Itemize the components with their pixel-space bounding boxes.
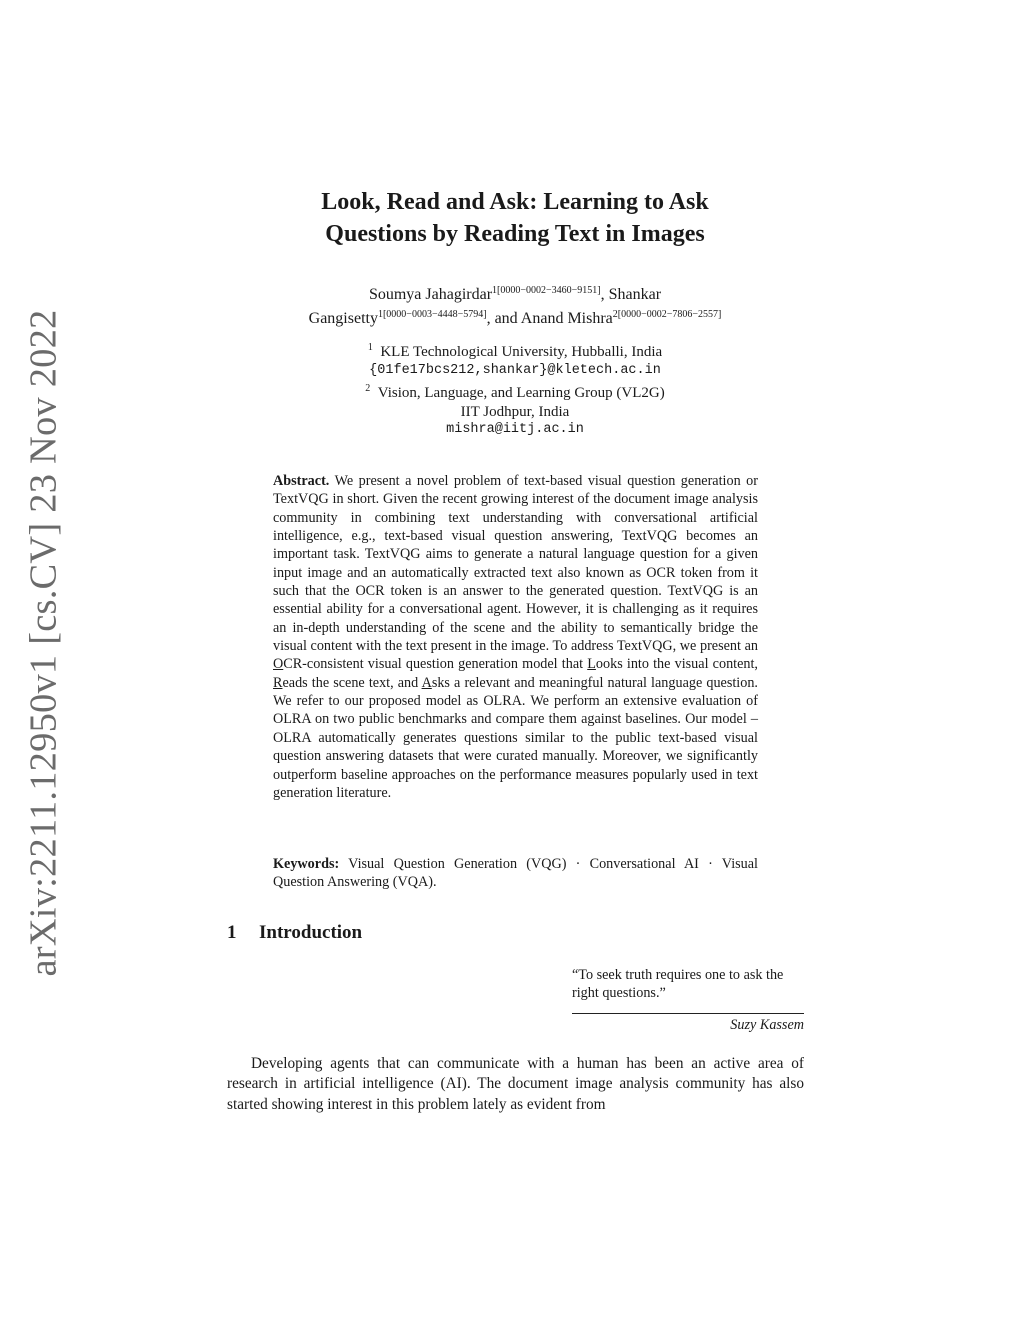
abstract-text-b: CR-consistent visual question generation model that (283, 656, 588, 673)
affiliation-2-name: Vision, Language, and Learning Group (VL2G) (377, 385, 665, 401)
abstract-r-letter: R (273, 674, 283, 691)
affiliation-2-email: mishra@iitj.ac.in (446, 422, 584, 437)
author-separator: , (600, 286, 609, 303)
abstract-text-a: We present a novel problem of text-based visual question generation or TextVQG in short. Given the recent growing interest of the document image analysis community in combining text understanding with conversational artificial intelligence, e.g., text-based visual question answering, TextVQG becomes an important task. TextVQG aims to generate a natural language question for a given input image and an automatically extracted text also known as OCR token from it such that the OCR token is an answer to the generated question. TextVQG is an essential ability for a conversational agent. However, it is challenging as it requires an in-depth understanding of the scene and the ability to semantically bridge the visual content with the text present in the image. To address TextVQG, we present an (273, 473, 758, 655)
abstract-o-letter: O (273, 656, 284, 673)
author-1-affiliation-mark: 1 (492, 285, 498, 296)
author-1-name: Soumya Jahagirdar (368, 286, 493, 303)
author-line-2 (160, 305, 870, 329)
affiliation-1-number: 1 (367, 342, 373, 353)
affiliation-2 (160, 380, 870, 403)
abstract-text-c: ooks into the visual content, (595, 656, 758, 673)
author-2-last-name: Gangisetty (308, 310, 378, 327)
keywords-text: Visual Question Generation (VQG) · Conversational AI · Visual Question Answering (VQA). (273, 856, 758, 891)
arxiv-identifier: arXiv:2211.12950v1 [cs.CV] 23 Nov 2022 (23, 309, 65, 977)
epigraph-quote: “To seek truth requires one to ask the right questions.” (572, 967, 784, 1002)
author-2-first-name: Shankar (608, 286, 662, 303)
abstract-text-e: sks a relevant and meaningful natural language question. We refer to our proposed model as OLRA. We perform an extensive evaluation of OLRA on two public benchmarks and compare them against baselines. Our model – OLRA automatically generates questions similar to the public text-based visual question answering datasets that were curated manually. Moreover, we significantly outperform baseline approaches on the performance measures popularly used in text generation literature. (273, 674, 758, 801)
section-title: Introduction (259, 922, 363, 943)
author-3-affiliation-mark: 2 (612, 309, 618, 320)
abstract (273, 472, 758, 802)
affiliation-1 (160, 339, 870, 362)
affiliation-block (160, 339, 870, 440)
author-block (160, 281, 870, 329)
paper-title (160, 186, 870, 250)
abstract-text-d: eads the scene text, and (282, 674, 422, 691)
affiliation-2-location: IIT Jodhpur, India (460, 403, 570, 420)
intro-paragraph: Developing agents that can communicate with a human has been an active area of research in artificial intelligence (AI). The document image analysis community has also started showing interest in this problem lately as evident from (227, 1055, 804, 1113)
keywords (273, 855, 758, 892)
author-2-orcid: [0000−0003−4448−5794] (382, 309, 487, 320)
affiliation-1-email: {01fe17bcs212,shankar}@kletech.ac.in (369, 362, 661, 378)
title-line-2: Questions by Reading Text in Images (325, 221, 705, 247)
author-3-orcid: [0000−0002−7806−2557] (617, 309, 722, 320)
title-line-1: Look, Read and Ask: Learning to Ask (321, 189, 709, 215)
affiliation-2-number: 2 (365, 383, 371, 394)
keywords-label: Keywords: (273, 856, 340, 872)
abstract-label: Abstract. (273, 473, 330, 489)
abstract-a-letter: A (421, 674, 432, 691)
epigraph-author: Suzy Kassem (572, 1013, 804, 1034)
author-1-orcid: [0000−0002−3460−9151] (497, 285, 601, 296)
epigraph (572, 966, 804, 1034)
section-heading-introduction (227, 922, 362, 944)
abstract-l-letter: L (587, 656, 596, 673)
author-2-affiliation-mark: 1 (377, 309, 383, 320)
section-number: 1 (227, 922, 237, 943)
author-3-name: , and Anand Mishra (486, 310, 613, 327)
arxiv-side-stamp (22, 309, 66, 977)
author-line-1 (160, 281, 870, 305)
affiliation-1-name: KLE Technological University, Hubballi, India (380, 344, 663, 360)
